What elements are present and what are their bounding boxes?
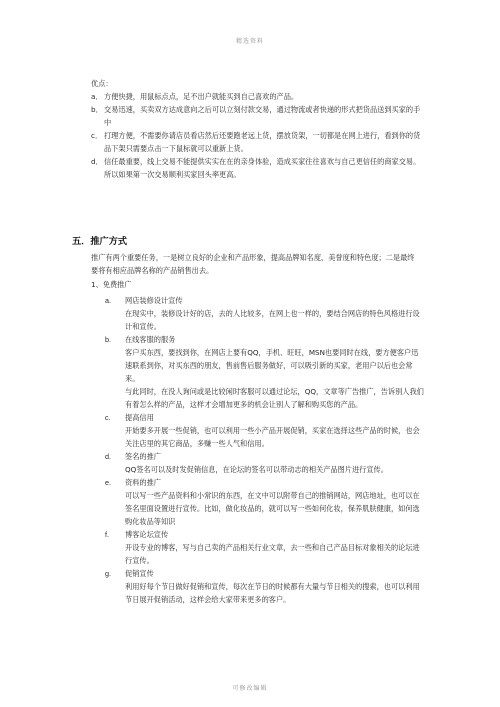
item-letter: a. bbox=[105, 296, 111, 305]
page-header: 精选资料 bbox=[235, 38, 264, 45]
advantages-title: 优点： bbox=[91, 79, 113, 88]
item-name: 网店装修设计宣传 bbox=[125, 296, 183, 305]
advantages-block bbox=[91, 77, 421, 181]
item-name: 提高信用 bbox=[125, 413, 154, 422]
item-name: 签名的推广 bbox=[125, 452, 161, 461]
advantage-text: 打理方便，不需要你请店员看店然后还要跑老远上货，摆放货架，一切都是在网上进行，看到你的货品下架只需要点击一下鼠标就可以重新上货。 bbox=[104, 131, 421, 153]
item-description: 在现实中，装修设计好的店，去的人比较多，在网上也一样的，要结合网店的特色风格进行设计和宣传。 bbox=[125, 309, 420, 331]
advantage-marker: d． bbox=[91, 157, 103, 166]
advantage-item bbox=[91, 103, 421, 129]
advantage-text: 信任最重要，线上交易不能提供实实在在的亲身体验，造成买家往往喜欢与自己更信任的商家交易。所以如果第一次交易顺利买家回头率更高。 bbox=[104, 157, 421, 179]
section-heading: 五．推广方式 bbox=[72, 236, 128, 247]
item-description: 可以写一些产品资料和小常识的东西，在文中可以附带自己的推销网站，网店地址，也可以在签名里面设置进行宣传。比如，做化妆品的，就可以写一些如何化妆，保养肌肤健康，如何选购化妆品等知识 bbox=[125, 491, 420, 526]
item-description: 客户买东西，要找到你，在网店上要有QQ，手机、旺旺，MSN也要同时在线，要方便客户迅速联系到你，对买东西的朋友，售前售后服务做好，可以吸引新的买家，老用户以后也会常来。 bbox=[125, 348, 419, 383]
item-content bbox=[125, 411, 425, 450]
item-name: 在线客服的服务 bbox=[125, 335, 176, 344]
item-description: QQ签名可以及时发促销信息，在论坛的签名可以带动志的相关产品图片进行宣传。 bbox=[125, 465, 388, 474]
item-description-extra: 与此同时，在没人询问或是比较闲时客服可以通过论坛，QQ，文章等广告推广，告诉别人我们有着怎么样的产品，这样才会增加更多的机会让别人了解和购买您的产品。 bbox=[125, 387, 424, 409]
promotion-item bbox=[105, 333, 425, 411]
promotion-item bbox=[105, 476, 425, 528]
item-letter: c. bbox=[105, 413, 111, 422]
item-content bbox=[125, 294, 425, 333]
advantage-item bbox=[91, 155, 421, 181]
item-content bbox=[125, 567, 425, 606]
item-name: 促销宣传 bbox=[125, 569, 154, 578]
item-letter: e. bbox=[105, 478, 111, 487]
advantage-marker: a． bbox=[91, 92, 103, 101]
free-promotion-list bbox=[105, 294, 425, 606]
page-footer: 可修改编辑 bbox=[232, 685, 268, 692]
intro-paragraph: 推广有两个重要任务，一是树立良好的企业和产品形象，提高品牌知名度、美誉度和特色度；二是最终要将有相应品牌名称的产品销售出去。 bbox=[91, 253, 415, 275]
advantage-text: 方便快捷，用鼠标点点，足不出户就能买到自己喜欢的产品。 bbox=[104, 92, 299, 101]
item-name: 资料的推广 bbox=[125, 478, 161, 487]
promotion-item bbox=[105, 528, 425, 567]
item-content bbox=[125, 450, 425, 476]
item-content bbox=[125, 333, 425, 411]
promotion-item bbox=[105, 294, 425, 333]
free-promotion-heading: 1、免费推广 bbox=[91, 280, 132, 289]
item-letter: g. bbox=[105, 569, 111, 578]
item-name: 博客论坛宣传 bbox=[125, 530, 169, 539]
advantage-item bbox=[91, 129, 421, 155]
advantages-list bbox=[91, 90, 421, 181]
item-letter: f. bbox=[105, 530, 109, 539]
item-letter: d. bbox=[105, 452, 111, 461]
item-description: 开始要多开展一些促销，也可以利用一些小产品开展促销，买家在选择这些产品的时候，也会关注店里的其它商品，多赚一些人气和信用。 bbox=[125, 426, 420, 448]
advantage-item bbox=[91, 90, 421, 103]
item-content bbox=[125, 528, 425, 567]
advantage-marker: b． bbox=[91, 105, 103, 114]
item-description: 利用好每个节日做好促销和宣传，每次在节日的时候都有大量与节日相关的搜索，也可以利用节日展开促销活动，这样会给大家带来更多的客户。 bbox=[125, 582, 420, 604]
promotion-item bbox=[105, 450, 425, 476]
item-content bbox=[125, 476, 425, 528]
item-description: 开设专业的博客，写与自己卖的产品相关行业文章，去一些和自己产品目标对象相关的论坛进行宣传。 bbox=[125, 543, 420, 565]
item-letter: b. bbox=[105, 335, 111, 344]
advantage-text: 交易迅速，买卖双方达成意向之后可以立刻付款交易，通过物流或者快递的形式把货品送到买家的手中 bbox=[104, 105, 421, 127]
advantage-marker: c． bbox=[91, 131, 103, 140]
promotion-item bbox=[105, 567, 425, 606]
promotion-item bbox=[105, 411, 425, 450]
